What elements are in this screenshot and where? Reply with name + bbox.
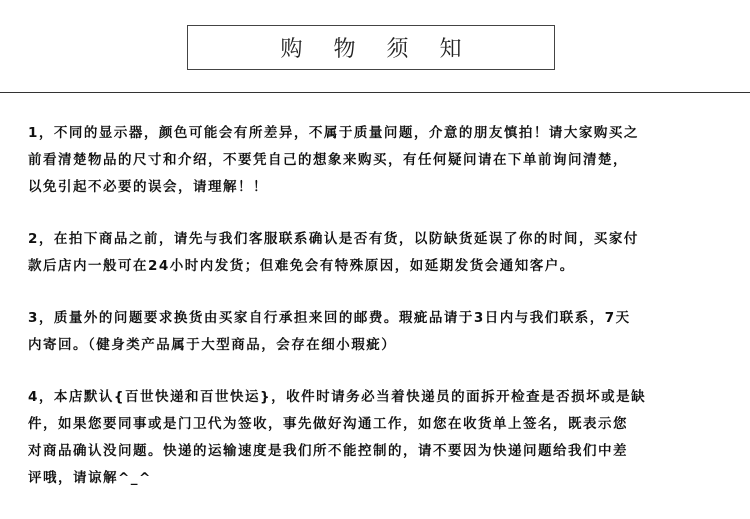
divider	[0, 92, 750, 93]
notice-list	[28, 120, 728, 517]
page-title: 购 物 须 知	[280, 37, 474, 62]
notice-item-1: 1，不同的显示器，颜色可能会有所差异，不属于质量问题，介意的朋友慎拍！请大家购买之 前看清楚物品的尺寸和介绍，不要凭自己的想象来购买，有任何疑问请在下单前询问清楚， 以免引起不必要的误会，请理解！！	[28, 125, 639, 195]
notice-item-4: 4，本店默认{百世快递和百世快运}，收件时请务必当着快递员的面拆开检查是否损坏或是缺 件，如果您要同事或是门卫代为签收，事先做好沟通工作，如您在收货单上签名，既表示您 对商品确认没问题。快递的运输速度是我们所不能控制的，请不要因为快递问题给我们中差 评哦，请谅解^_^	[28, 389, 647, 486]
notice-item-2: 2，在拍下商品之前，请先与我们客服联系确认是否有货，以防缺货延误了你的时间，买家付 款后店内一般可在24小时内发货；但难免会有特殊原因，如延期发货会通知客户。	[28, 231, 639, 274]
title-box	[187, 25, 555, 70]
notice-item-3: 3，质量外的问题要求换货由买家自行承担来回的邮费。瑕疵品请于3日内与我们联系，7天 内寄回。（健身类产品属于大型商品，会存在细小瑕疵）	[28, 310, 631, 353]
